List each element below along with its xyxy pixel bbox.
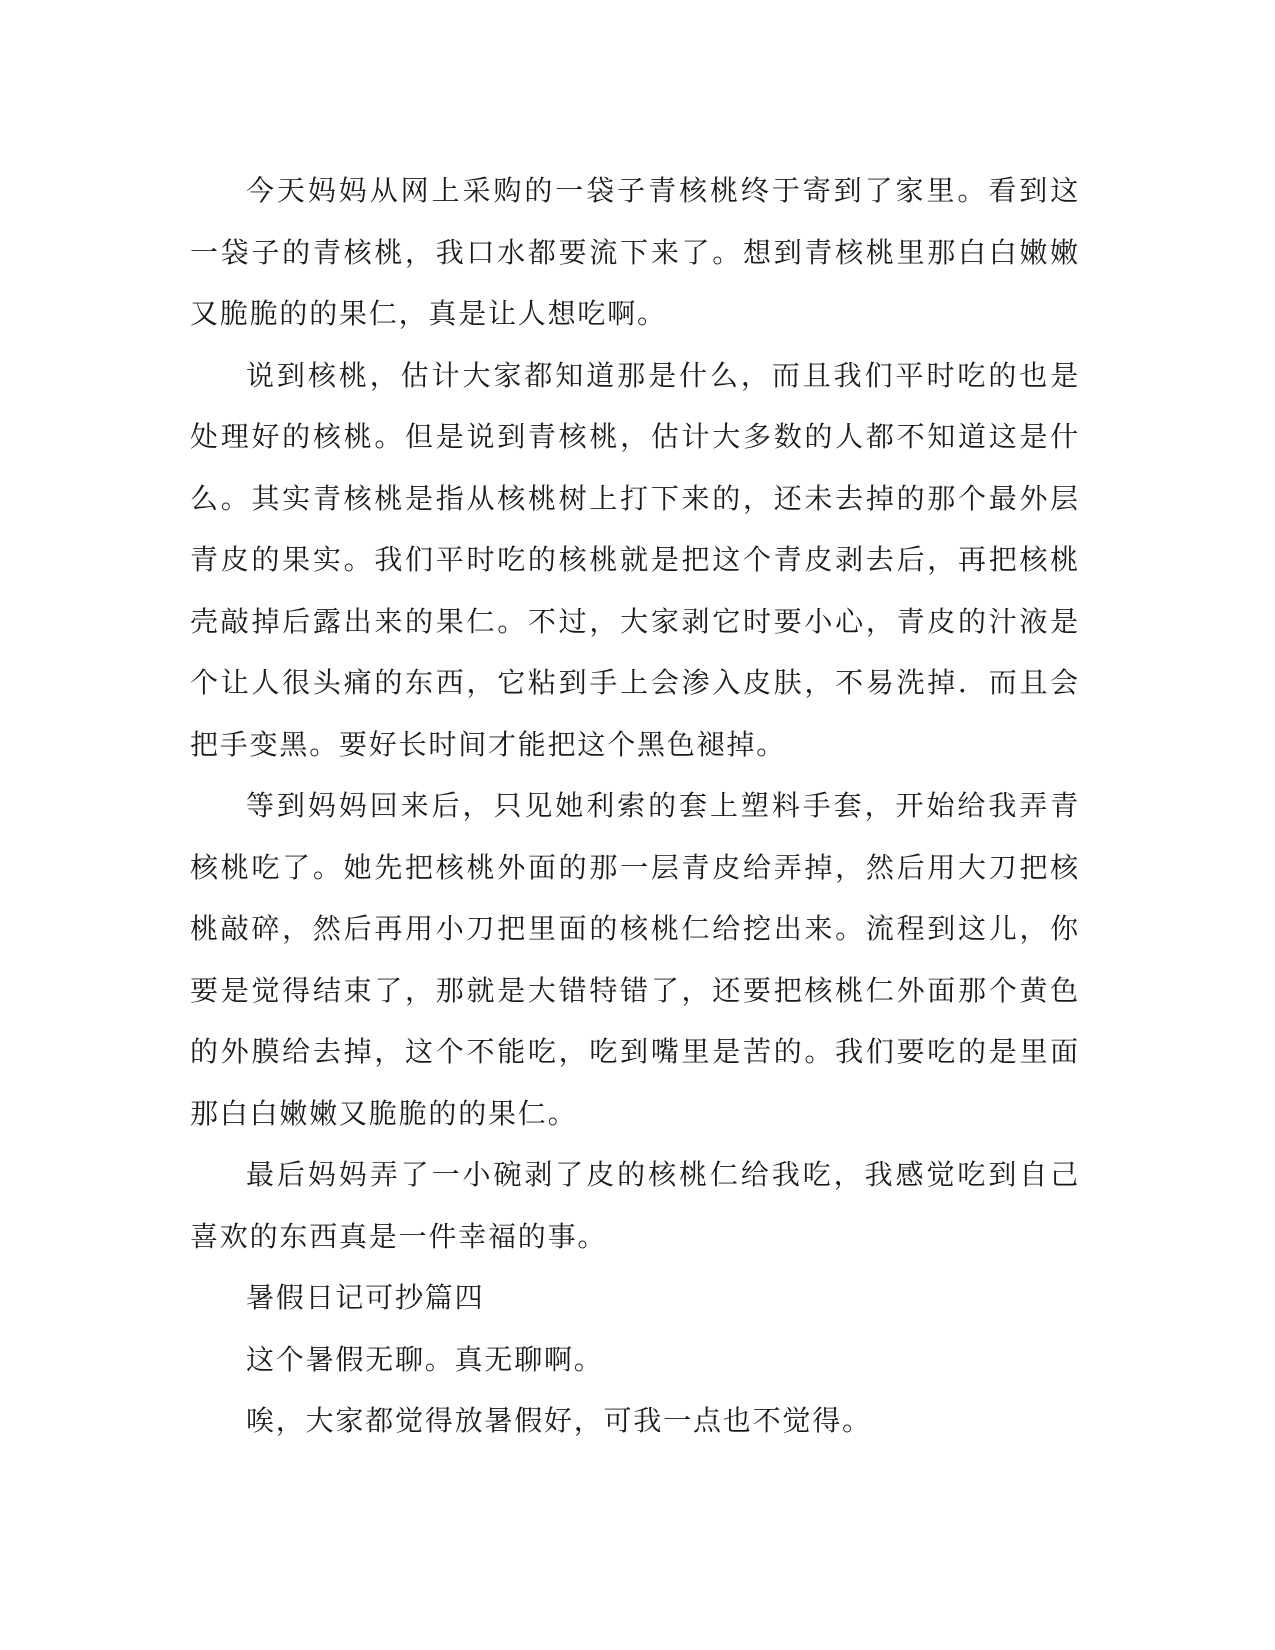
- paragraph-3: 等到妈妈回来后，只见她利索的套上塑料手套，开始给我弄青核桃吃了。她先把核桃外面的那一层青皮给弄掉，然后用大刀把核桃敲碎，然后再用小刀把里面的核桃仁给挖出来。流程到这儿，你要是觉得结束了，那就是大错特错了，还要把核桃仁外面那个黄色的外膜给去掉，这个不能吃，吃到嘴里是苦的。我们要吃的是里面那白白嫩嫩又脆脆的的果仁。: [190, 789, 1080, 1130]
- section-heading: 暑假日记可抄篇四: [246, 1281, 485, 1314]
- paragraph-2: 说到核桃，估计大家都知道那是什么，而且我们平时吃的也是处理好的核桃。但是说到青核桃，估计大多数的人都不知道这是什么。其实青核桃是指从核桃树上打下来的，还未去掉的那个最外层青皮的果实。我们平时吃的核桃就是把这个青皮剥去后，再把核桃壳敲掉后露出来的果仁。不过，大家剥它时要小心，青皮的汁液是个让人很头痛的东西，它粘到手上会渗入皮肤，不易洗掉．而且会把手变黑。要好长时间才能把这个黑色褪掉。: [190, 358, 1080, 761]
- paragraph-1: 今天妈妈从网上采购的一袋子青核桃终于寄到了家里。看到这一袋子的青核桃，我口水都要流下来了。想到青核桃里那白白嫩嫩又脆脆的的果仁，真是让人想吃啊。: [190, 174, 1080, 330]
- line-2: 唉，大家都觉得放暑假好，可我一点也不觉得。: [246, 1404, 872, 1437]
- document-body: [190, 160, 1080, 1452]
- line-1: 这个暑假无聊。真无聊啊。: [246, 1342, 604, 1376]
- paragraph-4: 最后妈妈弄了一小碗剥了皮的核桃仁给我吃，我感觉吃到自己喜欢的东西真是一件幸福的事。: [190, 1158, 1080, 1253]
